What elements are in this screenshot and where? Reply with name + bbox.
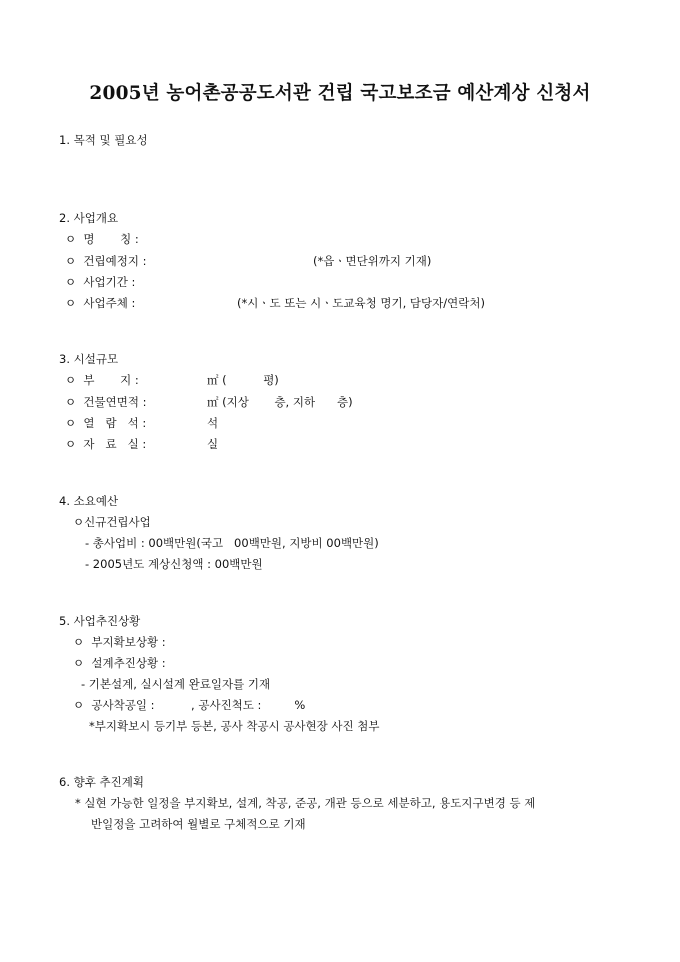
archive-rooms-value: 실 — [207, 437, 219, 451]
section-3-heading: 3. 시설규모 — [59, 352, 119, 366]
section-6-heading: 6. 향후 추진계획 — [59, 775, 144, 789]
site-note: (*읍ㆍ면단위까지 기재) — [313, 254, 432, 268]
owner-row: ㅇ 사업주체 : — [65, 296, 136, 310]
construction-start-row: ㅇ 공사착공일 : , 공사진척도 : % — [73, 698, 306, 712]
new-construction-item: ㅇ신규건립사업 — [73, 515, 151, 529]
land-status-row: ㅇ 부지확보상황 : — [73, 635, 166, 649]
year-request-row: - 2005년도 계상신청액 : 00백만원 — [85, 557, 263, 571]
document-title: 2005년 농어촌공공도서관 건립 국고보조금 예산계상 신청서 — [89, 83, 591, 104]
owner-note: (*시ㆍ도 또는 시ㆍ도교육청 명기, 담당자/연락처) — [237, 296, 485, 310]
section-2-heading: 2. 사업개요 — [59, 211, 119, 225]
reading-seats-value: 석 — [207, 416, 219, 430]
total-budget-row: - 총사업비 : 00백만원(국고 00백만원, 지방비 00백만원) — [85, 536, 379, 550]
project-name-row: ㅇ 명 칭 : — [65, 232, 139, 246]
design-status-row: ㅇ 설계추진상황 : — [73, 656, 166, 670]
section-1-heading: 1. 목적 및 필요성 — [59, 133, 148, 147]
design-note: - 기본설계, 실시설계 완료일자를 기재 — [81, 677, 271, 691]
plan-line-2: 반일정을 고려하여 월별로 구체적으로 기재 — [91, 817, 306, 831]
land-value: ㎡ ( 평) — [207, 373, 279, 387]
land-row: ㅇ 부 지 : — [65, 373, 139, 387]
floor-area-value: ㎡ (지상 층, 지하 층) — [207, 395, 353, 409]
floor-area-row: ㅇ 건물연면적 : — [65, 395, 147, 409]
reading-seats-row: ㅇ 열 람 석 : — [65, 416, 147, 430]
archive-rooms-row: ㅇ 자 료 실 : — [65, 437, 147, 451]
site-row: ㅇ 건립예정지 : — [65, 254, 147, 268]
period-row: ㅇ 사업기간 : — [65, 275, 136, 289]
attachment-note: *부지확보시 등기부 등본, 공사 착공시 공사현장 사진 첨부 — [89, 719, 380, 733]
section-4-heading: 4. 소요예산 — [59, 494, 119, 508]
plan-line-1: * 실현 가능한 일정을 부지확보, 설계, 착공, 준공, 개관 등으로 세분하고, 용도지구변경 등 제 — [75, 796, 536, 810]
section-5-heading: 5. 사업추진상황 — [59, 614, 141, 628]
